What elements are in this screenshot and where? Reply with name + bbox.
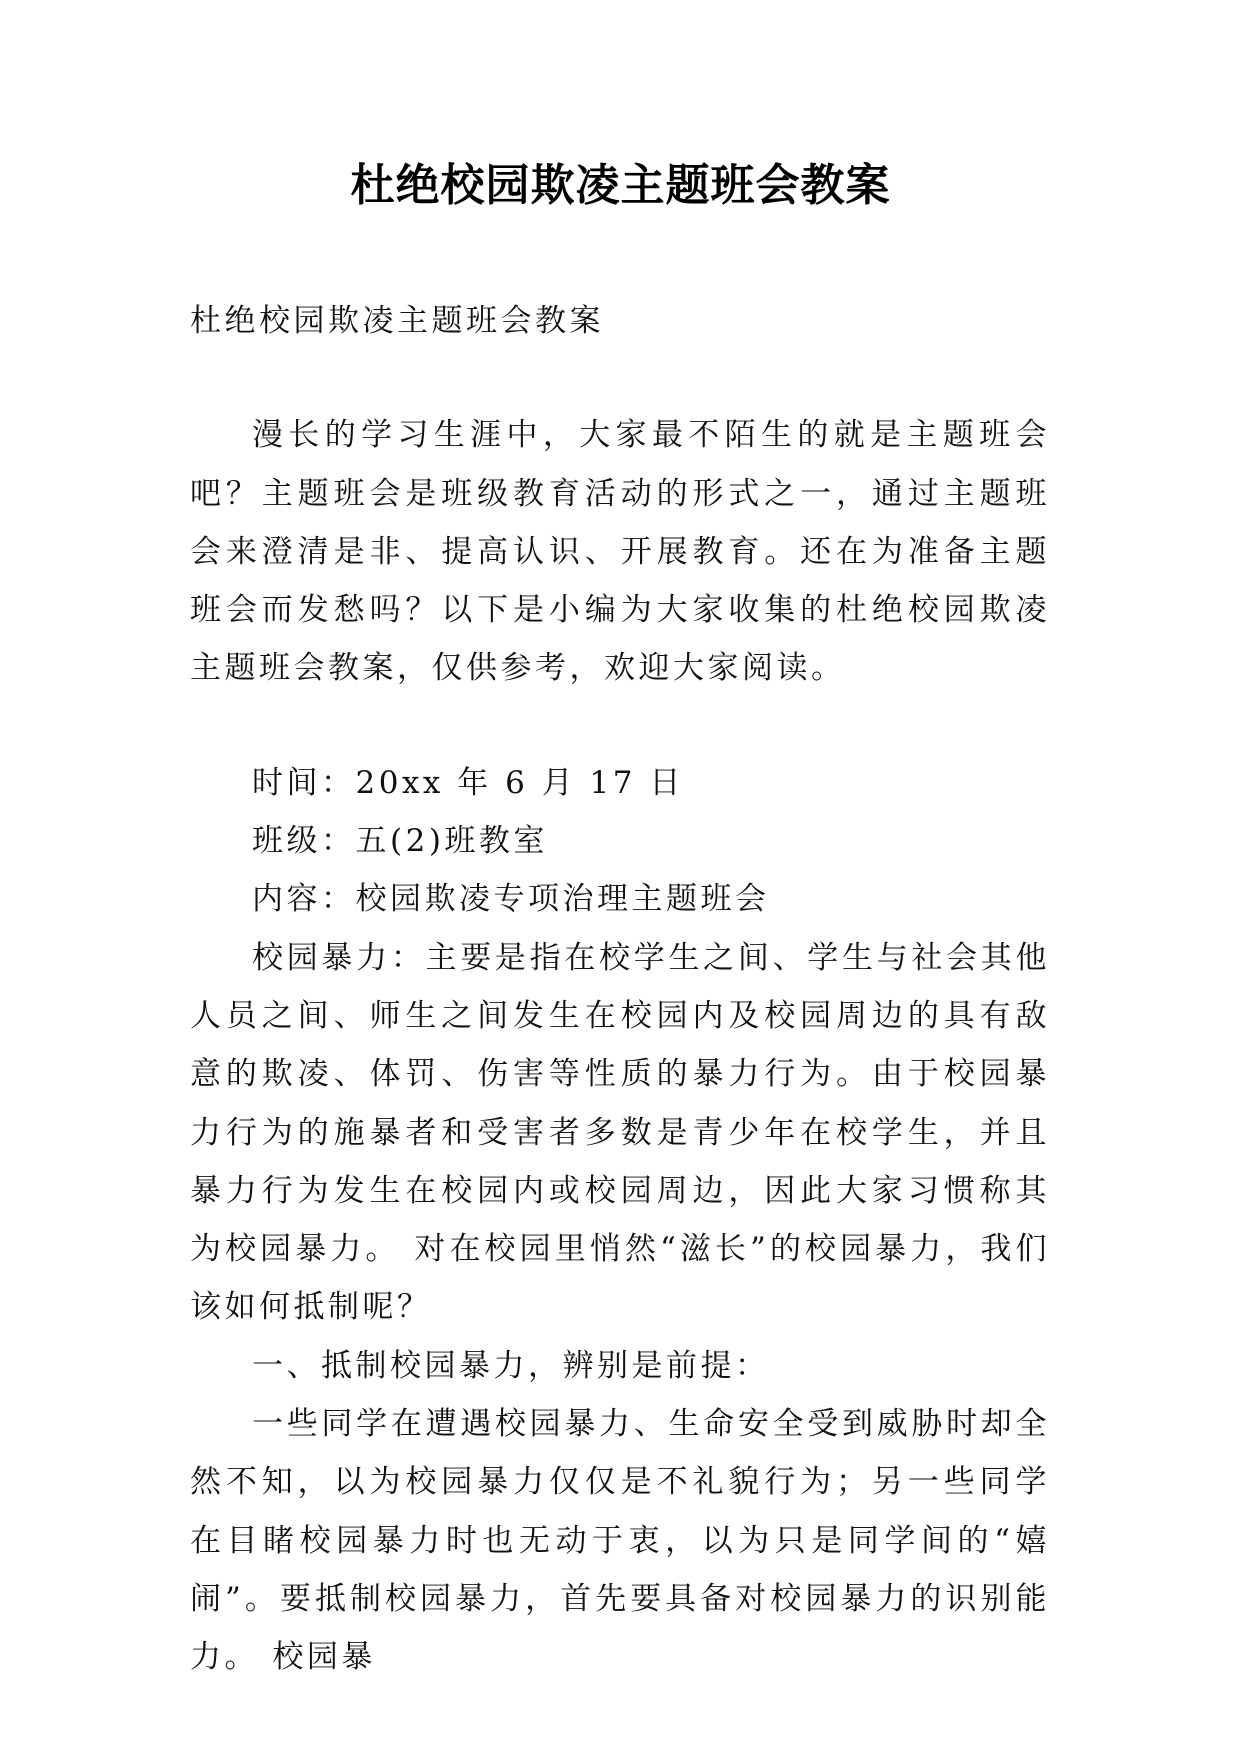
time-line: 时间：20xx 年 6 月 17 日 [252,764,684,801]
content-line: 内容：校园欺凌专项治理主题班会 [252,881,770,918]
section-1-paragraph: 一些同学在遭遇校园暴力、生命安全受到威胁时却全然不知，以为校园暴力仅仅是不礼貌行为；另一些同学在目睹校园暴力时也无动于衷，以为只是同学间的“嬉闹”。要抵制校园暴力，首先要具备对校园暴力的识别能力。 校园暴 [190,1406,1050,1676]
document-title: 杜绝校园欺凌主题班会教案 [350,160,891,211]
class-line: 班级：五(2)班教室 [252,823,548,860]
subtitle-line: 杜绝校园欺凌主题班会教案 [190,303,604,339]
section-heading-1: 一、抵制校园暴力，辨别是前提： [252,1347,770,1384]
definition-paragraph: 校园暴力：主要是指在校学生之间、学生与社会其他人员之间、师生之间发生在校园内及校园周边的具有敌意的欺凌、体罚、伤害等性质的暴力行为。由于校园暴力行为的施暴者和受害者多数是青少年在校学生，并且暴力行为发生在校园内或校园周边，因此大家习惯称其为校园暴力。 对在校园里悄然“滋长”的校园暴力，我们该如何抵制呢？ [190,939,1050,1326]
intro-paragraph: 漫长的学习生涯中，大家最不陌生的就是主题班会吧？主题班会是班级教育活动的形式之一，通过主题班会来澄清是非、提高认识、开展教育。还在为准备主题班会而发愁吗？以下是小编为大家收集的杜绝校园欺凌主题班会教案，仅供参考，欢迎大家阅读。 [190,417,1050,687]
document-body [190,292,1050,1687]
